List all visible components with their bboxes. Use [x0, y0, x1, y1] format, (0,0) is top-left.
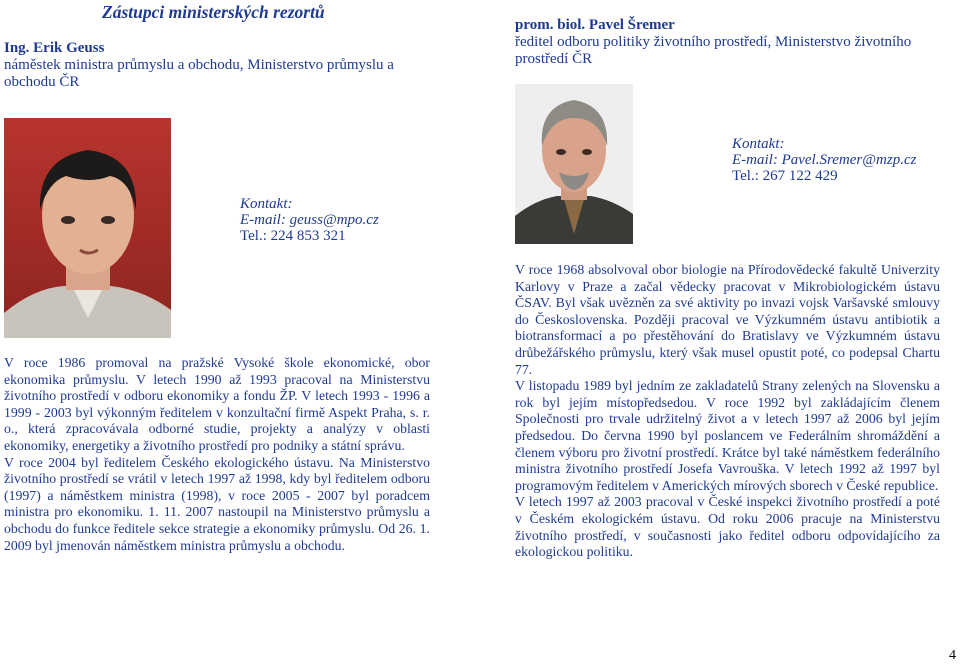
left-contact-label: Kontakt:	[240, 196, 293, 212]
left-phone: Tel.: 224 853 321	[240, 228, 346, 244]
page-number: 4	[949, 648, 956, 663]
left-contact-block	[240, 196, 379, 244]
section-title: Zástupci ministerských rezortů	[102, 2, 325, 22]
right-phone: Tel.: 267 122 429	[732, 168, 838, 184]
left-email[interactable]: E-mail: geuss@mpo.cz	[240, 212, 379, 228]
left-bio-paragraph: V roce 2004 byl ředitelem Českého ekologického ústavu. Na Ministerstvo životního prostředí se vrátil v letech 1997 až 1998, kdy byl ředitelem odboru (1997) a náměstkem ministra (1998), v roce 2005 - 2007 byl poradcem ministra pro ekonomiku. 1. 11. 2007 nastoupil na Ministerstvo průmyslu a obchodu do funkce ředitele sekce strategie a ekonomiky průmyslu. Od 26. 1. 2009 byl jmenován náměstkem ministra průmyslu a obchodu.	[4, 454, 430, 553]
right-bio-paragraph: V letech 1997 až 2003 pracoval v České inspekci životního prostředí a poté v Českém ekologickém ústavu. Od roku 2006 pracuje na Ministerstvu životního prostředí, v současnosti jako ředitel odboru odpovídajícího za ekologickou politiku.	[515, 494, 940, 560]
left-person-name: Ing. Erik Geuss	[4, 40, 105, 56]
right-person-photo	[515, 84, 633, 244]
right-email[interactable]: E-mail: Pavel.Sremer@mzp.cz	[732, 152, 917, 168]
left-person-photo	[4, 118, 171, 338]
right-person-name: prom. biol. Pavel Šremer	[515, 17, 675, 33]
right-contact-block	[732, 136, 916, 184]
right-bio-paragraph: V listopadu 1989 byl jedním ze zakladatelů Strany zelených na Slovensku a rok byl jejím místopředsedou. V roce 1992 byl zakládajícím členem Společnosti pro trvale udržitelný život a v letech 1997 až 2006 byl jejím předsedou. Do června 1990 byl poslancem ve Federálním shromáždění a členem výboru pro životní prostředí. Krátce byl také náměstkem federálního ministra životního prostředí Josefa Vavrouška. V letech 1992 až 1997 byl programovým ředitelem v Amerických mírových sborech v České republice.	[515, 378, 940, 493]
right-person-role: ředitel odboru politiky životního prostředí, Ministerstvo životního prostředí ČR	[515, 34, 912, 67]
left-bio	[4, 355, 430, 554]
left-bio-paragraph: V roce 1986 promoval na pražské Vysoké škole ekonomické, obor ekonomika průmyslu. V letech 1990 až 1993 pracoval na Ministerstvu životního prostředí v odboru ekonomiky a fondu ŽP. V letech 1993 - 1996 a 1999 - 2003 byl výkonným ředitelem v konzultační firmě Aspekt Praha, s. r. o., která zpracovávala odborné studie, projekty a analýzy v oblasti ekonomiky, energetiky a životního prostředí pro podniky a státní správu.	[4, 355, 430, 453]
right-contact-label: Kontakt:	[732, 136, 785, 152]
right-bio-paragraph: V roce 1968 absolvoval obor biologie na Přírodovědecké fakultě Univerzity Karlovy v Praze a začal vědecky pracovat v Mikrobiologickém ústavu ČSAV. Byl však uvězněn za své aktivity po invazi vojsk Varšavské smlouvy do Československa. Později pracoval ve Výzkumném ústavu antibiotik a biotransformací a po přestěhování do Bratislavy ve Výzkumném ústavu drůbežářského průmyslu, který však musel opustit poté, co podepsal Chartu 77.	[515, 262, 940, 377]
left-person-role: náměstek ministra průmyslu a obchodu, Ministerstvo průmyslu a obchodu ČR	[4, 57, 394, 90]
right-bio	[515, 262, 940, 561]
